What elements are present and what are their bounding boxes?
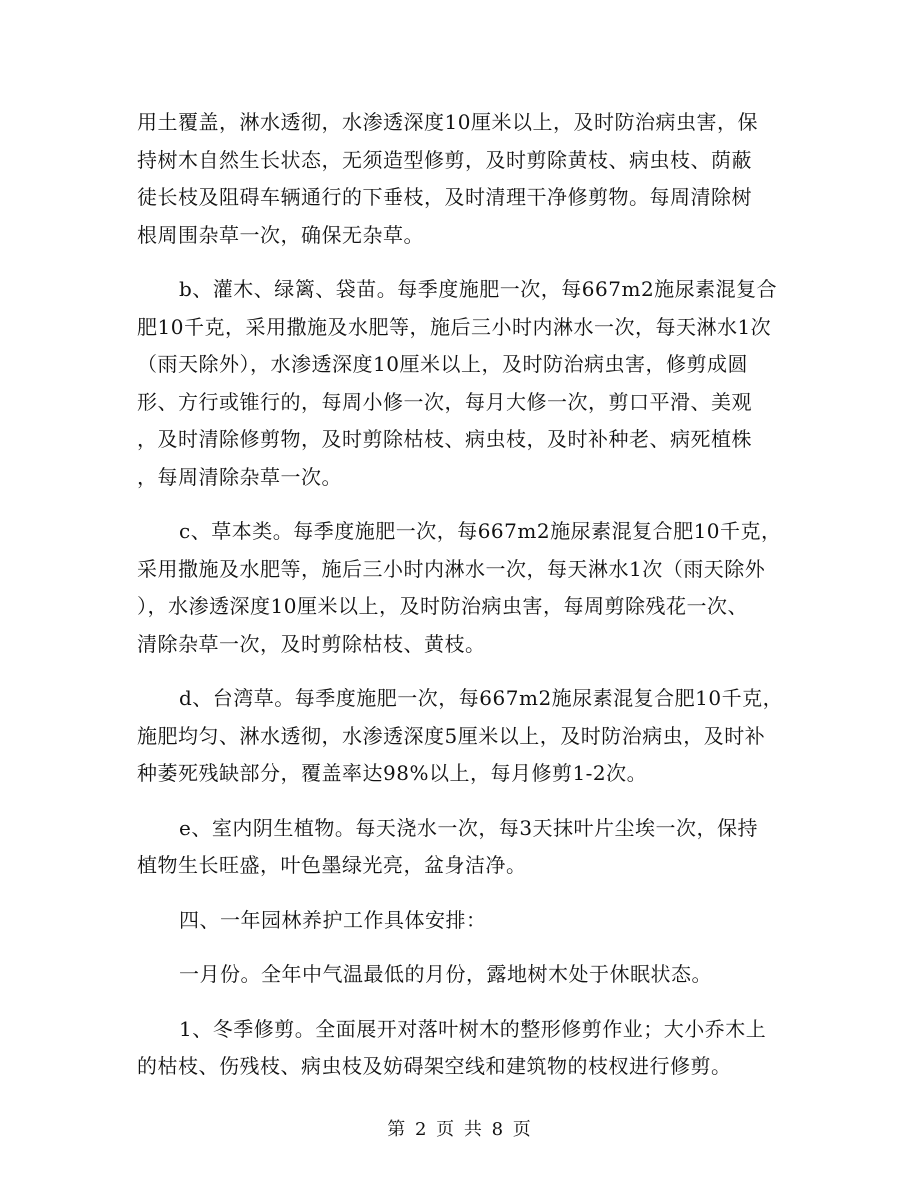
paragraph: [137, 271, 797, 496]
text-line: （雨天除外），水渗透深度10厘米以上，及时防治病虫害，修剪成圆: [137, 352, 748, 376]
document-body: [137, 104, 797, 1086]
text-line: 种萎死残缺部分，覆盖率达98%以上，每月修剪1-2次。: [137, 761, 648, 785]
text-line: 一月份。全年中气温最低的月份，露地树木处于休眠状态。: [179, 962, 712, 986]
text-line: ，每周清除杂草一次。: [137, 464, 342, 489]
text-line: b、灌木、绿篱、袋苗。每季度施肥一次，每667m2施尿素混复合: [179, 277, 778, 301]
text-line: e、室内阴生植物。每天浇水一次，每3天抹叶片尘埃一次，保持: [179, 815, 759, 840]
text-line: c、草本类。每季度施肥一次，每667m2施尿素混复合肥10千克，: [179, 519, 782, 543]
text-line: 肥10千克，采用撒施及水肥等，施后三小时内淋水一次，每天淋水1次: [137, 314, 772, 339]
text-line: 的枯枝、伤残枝、病虫枝及妨碍架空线和建筑物的枝杈进行修剪。: [137, 1054, 732, 1078]
text-line: 采用撒施及水肥等，施后三小时内淋水一次，每天淋水1次（雨天除外: [137, 556, 766, 581]
paragraph: [137, 104, 797, 254]
text-line: 清除杂草一次，及时剪除枯枝、黄枝。: [137, 631, 486, 656]
text-line: 四、一年园林养护工作具体安排：: [179, 907, 487, 932]
text-line: ，及时清除修剪物，及时剪除枯枝、病虫枝，及时补种老、病死植株: [137, 427, 752, 451]
text-line: 持树木自然生长状态，无须造型修剪，及时剪除黄枝、病虫枝、荫蔽: [137, 147, 752, 172]
text-line: d、台湾草。每季度施肥一次，每667m2施尿素混复合肥10千克，: [179, 686, 784, 710]
text-line: 施肥均匀、淋水透彻，水渗透深度5厘米以上，及时防治病虫，及时补: [137, 723, 766, 748]
paragraph: [137, 1011, 797, 1086]
paragraph: [137, 513, 797, 663]
text-line: ），水渗透深度10厘米以上，及时防治病虫害，每周剪除残花一次、: [137, 594, 748, 618]
paragraph: [137, 956, 797, 994]
page-footer: 第 2 页 共 8 页: [387, 1119, 533, 1140]
text-line: 1、冬季修剪。全面展开对落叶树木的整形修剪作业；大小乔木上: [179, 1016, 767, 1041]
text-line: 形、方行或锥行的，每周小修一次，每月大修一次，剪口平滑、美观: [137, 389, 752, 414]
paragraph: [137, 810, 797, 885]
text-line: 根周围杂草一次，确保无杂草。: [137, 222, 424, 247]
paragraph: [137, 902, 797, 940]
text-line: 用土覆盖，淋水透彻，水渗透深度10厘米以上，及时防治病虫害，保: [137, 110, 758, 134]
text-line: 植物生长旺盛，叶色墨绿光亮，盆身洁净。: [137, 853, 527, 877]
text-line: 徒长枝及阻碍车辆通行的下垂枝，及时清理干净修剪物。每周清除树: [137, 185, 752, 209]
paragraph: [137, 680, 797, 793]
